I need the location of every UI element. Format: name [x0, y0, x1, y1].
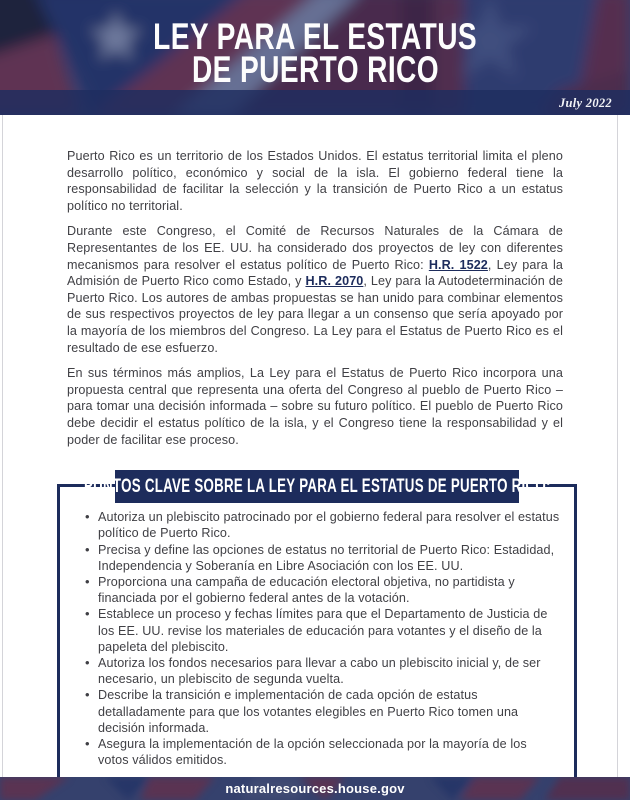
key-point-item: • Describe la transición e implementación de cada opción de estatus detalladamente para que los votantes elegibles en Puerto Rico tomen una decisión informada.	[98, 687, 560, 736]
footer-band	[0, 777, 630, 800]
key-point-item: • Asegura la implementación de la opción seleccionada por la mayoría de los votos válidos emitidos.	[98, 736, 560, 768]
publication-date: July 2022	[558, 96, 612, 110]
key-point-item: • Proporciona una campaña de educación electoral objetiva, no partidista y financiada por el gobierno federal antes de la votación.	[98, 574, 560, 606]
intro-paragraph-3: En sus términos más amplios, La Ley para el Estatus de Puerto Rico incorpora una propuesta central que representa una oferta del Congreso al pueblo de Puerto Rico – para tomar una decisión informada – sobre su futuro político. El pueblo de Puerto Rico debe decidir el estatus político de la isla, y el Congreso tiene la responsabilidad y el poder de facilitar ese proceso.	[67, 366, 563, 447]
intro-paragraph-1: Puerto Rico es un territorio de los Estados Unidos. El estatus territorial limita el pleno desarrollo político, económico y social de la isla. El gobierno federal tiene la responsabilidad de facilitar la selección y la transición de Puerto Rico a un estatus político no territorial.	[67, 149, 563, 213]
hero-banner	[0, 0, 630, 115]
key-point-item: • Autoriza los fondos necesarios para llevar a cabo un plebiscito inicial y, de ser necesario, un plebiscito de segunda vuelta.	[98, 655, 560, 687]
page-edge-right	[617, 115, 618, 777]
key-point-item: • Establece un proceso y fechas límites para que el Departamento de Justicia de los EE. UU. revise los materiales de educación para votantes y el diseño de la papeleta del plebiscito.	[98, 606, 560, 655]
hr-1522-link[interactable]: H.R. 1522	[428, 257, 488, 272]
key-points-list	[76, 509, 560, 768]
key-points-heading: PUNTOS CLAVE SOBRE LA LEY PARA EL ESTATUS DE PUERTO RICO:	[83, 475, 551, 497]
key-point-item: • Autoriza un plebiscito patrocinado por el gobierno federal para resolver el estatus político de Puerto Rico.	[98, 509, 560, 541]
key-points-heading-banner	[83, 470, 551, 503]
key-point-item: • Precisa y define las opciones de estatus no territorial de Puerto Rico: Estadidad, Independencia y Soberanía en Libre Asociación con los EE. UU.	[98, 542, 560, 574]
intro-paragraph-2	[67, 223, 563, 356]
paragraph-2-text-mid: , Ley para la Admisión de Puerto Rico como Estado, y	[67, 257, 564, 289]
page-edge-left	[2, 115, 3, 777]
page-title-line1: LEY PARA EL ESTATUS	[153, 15, 477, 57]
key-points-box	[57, 475, 577, 777]
paragraph-2-text-pre: Durante este Congreso, el Comité de Recursos Naturales de la Cámara de Representantes de los EE. UU. ha considerado dos proyectos de ley con diferentes mecanismos para resolver el estatus político de Puerto Rico:	[67, 224, 563, 272]
document-body	[0, 115, 630, 777]
hr-2070-link[interactable]: H.R. 2070	[305, 274, 364, 289]
footer-website-link[interactable]: naturalresources.house.gov	[225, 781, 405, 796]
paragraph-2-text-post: , Ley para la Autodeterminación de Puerto Rico. Los autores de ambas propuestas se han unido para combinar elementos de sus respectivos proyectos de ley para llegar a un consenso que sería apoyado por la mayoría de los miembros del Congreso. La Ley para el Estatus de Puerto Rico es el resultado de ese esfuerzo.	[67, 274, 563, 355]
page-title	[0, 15, 630, 90]
page-title-line2: DE PUERTO RICO	[191, 48, 439, 90]
